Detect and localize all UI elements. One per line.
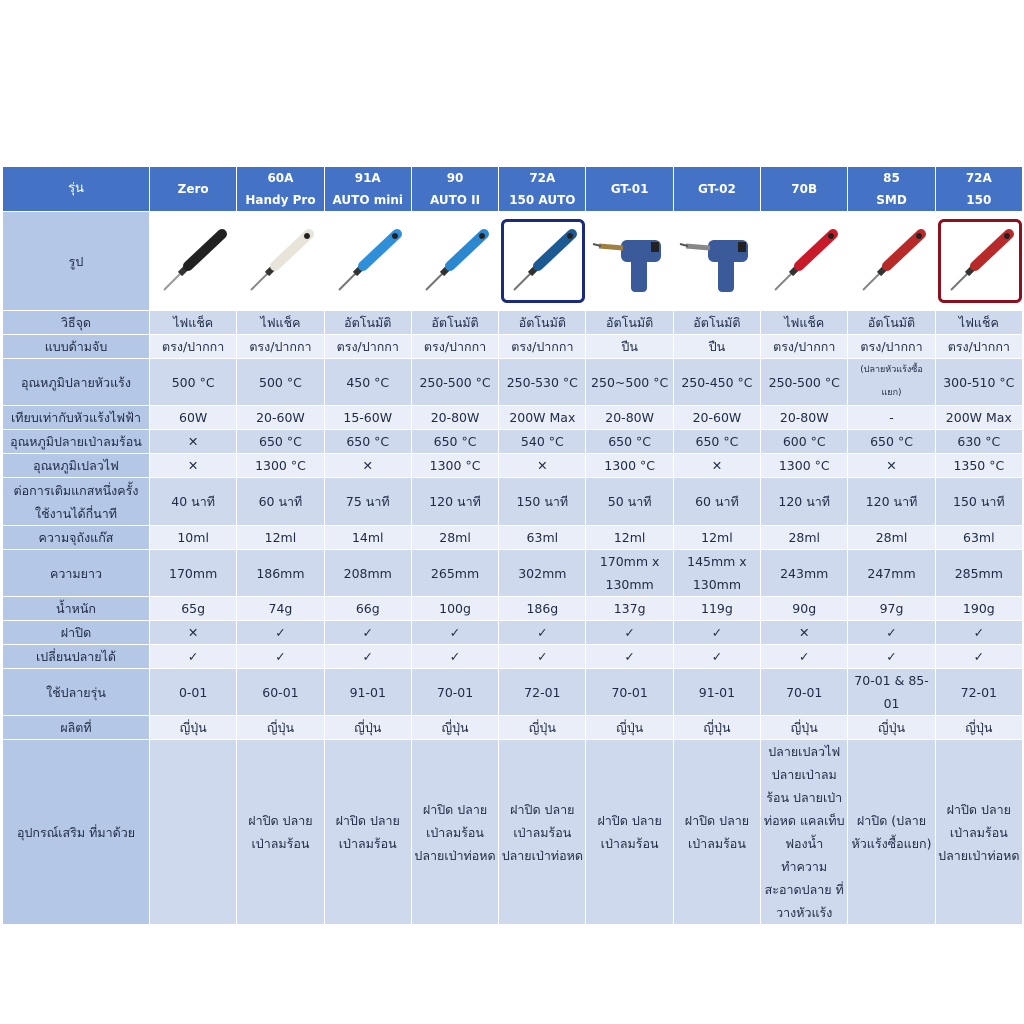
spec-value: 650 °C xyxy=(324,430,411,454)
spec-value: ไฟแช็ค xyxy=(237,311,324,335)
soldering-iron-icon xyxy=(416,222,494,300)
product-image-cell xyxy=(499,212,586,311)
spec-value: ฝาปิด (ปลายหัวแร้งซื้อแยก) xyxy=(848,740,935,925)
spec-value: 170mm xyxy=(150,550,237,597)
spec-value: 208mm xyxy=(324,550,411,597)
spec-value: ✓ xyxy=(935,645,1022,669)
spec-row xyxy=(3,669,1023,716)
spec-label: เทียบเท่ากับหัวแร้งไฟฟ้า xyxy=(3,406,150,430)
spec-value: 72-01 xyxy=(935,669,1022,716)
iron-body xyxy=(188,234,222,266)
spec-value: 72-01 xyxy=(499,669,586,716)
spec-value: ✓ xyxy=(761,645,848,669)
spec-row xyxy=(3,430,1023,454)
iron-tip xyxy=(251,272,269,290)
spec-value: ✓ xyxy=(324,645,411,669)
model-variant: AUTO mini xyxy=(332,193,403,207)
spec-value: ✓ xyxy=(499,621,586,645)
product-image xyxy=(853,222,931,300)
product-image xyxy=(591,222,669,300)
spec-value: ญี่ปุ่น xyxy=(586,716,673,740)
spec-value: 650 °C xyxy=(237,430,324,454)
model-header xyxy=(237,167,324,212)
iron-body xyxy=(450,234,484,266)
iron-cap xyxy=(304,233,310,239)
spec-value: 1300 °C xyxy=(237,454,324,478)
model-header xyxy=(761,167,848,212)
model-variant: Handy Pro xyxy=(245,193,316,207)
spec-label: ต่อการเติมแกสหนึ่งครั้ง ใช้งานได้กี่นาที xyxy=(3,478,150,526)
spec-label: อุณหภูมิเปลวไฟ xyxy=(3,454,150,478)
spec-value: ตรง/ปากกา xyxy=(935,335,1022,359)
spec-value: อัตโนมัติ xyxy=(673,311,760,335)
spec-value: ✓ xyxy=(848,621,935,645)
model-name: 72A xyxy=(965,171,992,185)
spec-value: 20-60W xyxy=(237,406,324,430)
spec-value: 600 °C xyxy=(761,430,848,454)
spec-value: 120 นาที xyxy=(761,478,848,526)
iron-tip xyxy=(863,272,881,290)
spec-value: อัตโนมัติ xyxy=(411,311,498,335)
spec-value: 200W Max xyxy=(499,406,586,430)
spec-value: 74g xyxy=(237,597,324,621)
spec-value: ✓ xyxy=(150,645,237,669)
model-name: GT-01 xyxy=(610,182,649,196)
spec-value: ปลายเปลวไฟ ปลายเป่าลมร้อน ปลายเป่าท่อหด แคลเท็บ ฟองน้ำทำความสะอาดปลาย ที่วางหัวแร้ง xyxy=(761,740,848,925)
iron-cap xyxy=(479,233,485,239)
product-image-cell xyxy=(324,212,411,311)
spec-value: 10ml xyxy=(150,526,237,550)
spec-value: 285mm xyxy=(935,550,1022,597)
spec-value: 91-01 xyxy=(324,669,411,716)
spec-value: ญี่ปุ่น xyxy=(673,716,760,740)
iron-body xyxy=(975,234,1009,266)
iron-tip xyxy=(951,272,969,290)
iron-tip xyxy=(339,272,357,290)
spec-value: 137g xyxy=(586,597,673,621)
spec-value: ✕ xyxy=(761,621,848,645)
iron-cap xyxy=(916,233,922,239)
spec-value: ปืน xyxy=(673,335,760,359)
model-header xyxy=(586,167,673,212)
spec-value: 250-450 °C xyxy=(673,359,760,406)
iron-tip xyxy=(775,272,793,290)
gun-nozzle xyxy=(599,246,623,248)
spec-value: 12ml xyxy=(237,526,324,550)
spec-value: 28ml xyxy=(848,526,935,550)
spec-label: อุณหภูมิปลายหัวแร้ง xyxy=(3,359,150,406)
soldering-iron-icon xyxy=(154,222,232,300)
spec-value: 70-01 xyxy=(411,669,498,716)
spec-label: เปลี่ยนปลายได้ xyxy=(3,645,150,669)
product-image-cell xyxy=(848,212,935,311)
spec-value: ฝาปิด ปลายเป่าลมร้อน ปลายเป่าท่อหด xyxy=(411,740,498,925)
spec-label: ใช้ปลายรุ่น xyxy=(3,669,150,716)
spec-value: ญี่ปุ่น xyxy=(761,716,848,740)
model-name: GT-02 xyxy=(698,182,736,196)
spec-value: 60-01 xyxy=(237,669,324,716)
spec-value: 60W xyxy=(150,406,237,430)
spec-value: 500 °C xyxy=(237,359,324,406)
product-image xyxy=(938,219,1022,303)
spec-value: 150 นาที xyxy=(935,478,1022,526)
spec-value: ญี่ปุ่น xyxy=(499,716,586,740)
spec-row xyxy=(3,740,1023,925)
spec-value: ไฟแช็ค xyxy=(150,311,237,335)
spec-value: 0-01 xyxy=(150,669,237,716)
spec-value: 265mm xyxy=(411,550,498,597)
spec-value: 190g xyxy=(935,597,1022,621)
product-image-cell xyxy=(586,212,673,311)
spec-value: ญี่ปุ่น xyxy=(150,716,237,740)
product-image-cell xyxy=(761,212,848,311)
spec-value: ญี่ปุ่น xyxy=(848,716,935,740)
spec-value xyxy=(150,740,237,925)
spec-value: 75 นาที xyxy=(324,478,411,526)
spec-value: ✓ xyxy=(586,645,673,669)
spec-row xyxy=(3,526,1023,550)
spec-value: 28ml xyxy=(411,526,498,550)
spec-value: ✕ xyxy=(150,454,237,478)
spec-value: 630 °C xyxy=(935,430,1022,454)
iron-cap xyxy=(217,233,223,239)
spec-value: ญี่ปุ่น xyxy=(324,716,411,740)
spec-value: 12ml xyxy=(673,526,760,550)
model-header xyxy=(324,167,411,212)
spec-value: 91-01 xyxy=(673,669,760,716)
spec-value: 120 นาที xyxy=(848,478,935,526)
spec-row xyxy=(3,454,1023,478)
spec-value: ✓ xyxy=(848,645,935,669)
spec-value: ✓ xyxy=(586,621,673,645)
model-variant: 150 AUTO xyxy=(509,193,576,207)
spec-value: 70-01 & 85-01 xyxy=(848,669,935,716)
spec-row xyxy=(3,359,1023,406)
spec-row xyxy=(3,716,1023,740)
spec-value: 1350 °C xyxy=(935,454,1022,478)
spec-value: 247mm xyxy=(848,550,935,597)
product-image xyxy=(501,219,585,303)
spec-value: 650 °C xyxy=(411,430,498,454)
model-variant: 150 xyxy=(966,193,992,207)
spec-value: 500 °C xyxy=(150,359,237,406)
model-header xyxy=(673,167,760,212)
spec-value: 540 °C xyxy=(499,430,586,454)
product-image-cell xyxy=(150,212,237,311)
spec-value: อัตโนมัติ xyxy=(848,311,935,335)
spec-row xyxy=(3,406,1023,430)
model-name: 91A xyxy=(354,171,381,185)
spec-value: 60 นาที xyxy=(237,478,324,526)
spec-value: 12ml xyxy=(586,526,673,550)
spec-value: ✓ xyxy=(237,645,324,669)
spec-value: ญี่ปุ่น xyxy=(935,716,1022,740)
product-image-cell xyxy=(237,212,324,311)
spec-label: ความยาว xyxy=(3,550,150,597)
spec-value: ✕ xyxy=(673,454,760,478)
spec-value: ตรง/ปากกา xyxy=(324,335,411,359)
header-row xyxy=(3,167,1023,212)
spec-label: อุณหภูมิปลายเป่าลมร้อน xyxy=(3,430,150,454)
spec-value: ✓ xyxy=(411,645,498,669)
spec-value: 65g xyxy=(150,597,237,621)
product-image xyxy=(154,222,232,300)
spec-value: 650 °C xyxy=(848,430,935,454)
spec-value: 40 นาที xyxy=(150,478,237,526)
model-header xyxy=(848,167,935,212)
spec-value: 200W Max xyxy=(935,406,1022,430)
picture-row xyxy=(3,212,1023,311)
spec-value: ไฟแช็ค xyxy=(935,311,1022,335)
gun-valve xyxy=(738,242,746,252)
spec-value: ฝาปิด ปลายเป่าลมร้อน ปลายเป่าท่อหด xyxy=(935,740,1022,925)
comparison-table xyxy=(2,166,1023,925)
product-image-cell xyxy=(673,212,760,311)
model-name: Zero xyxy=(177,182,209,196)
spec-value: 63ml xyxy=(499,526,586,550)
iron-tip xyxy=(514,272,532,290)
spec-label: ความจุถังแก๊ส xyxy=(3,526,150,550)
gun-valve xyxy=(651,242,659,252)
spec-value: 300-510 °C xyxy=(935,359,1022,406)
spec-value: อัตโนมัติ xyxy=(324,311,411,335)
spec-value: 250~500 °C xyxy=(586,359,673,406)
spec-value: 70-01 xyxy=(586,669,673,716)
gun-grip xyxy=(631,258,647,292)
spec-value: ญี่ปุ่น xyxy=(237,716,324,740)
spec-value: ✕ xyxy=(499,454,586,478)
spec-value: 145mm x 130mm xyxy=(673,550,760,597)
spec-value: 450 °C xyxy=(324,359,411,406)
soldering-iron-icon xyxy=(329,222,407,300)
soldering-iron-icon xyxy=(591,222,669,300)
iron-body xyxy=(538,234,572,266)
model-header xyxy=(411,167,498,212)
spec-value: ตรง/ปากกา xyxy=(411,335,498,359)
model-name: 85 xyxy=(883,171,900,185)
spec-value: ตรง/ปากกา xyxy=(237,335,324,359)
soldering-iron-icon xyxy=(765,222,843,300)
soldering-iron-icon xyxy=(504,222,582,300)
product-image xyxy=(329,222,407,300)
spec-value: 63ml xyxy=(935,526,1022,550)
spec-row xyxy=(3,597,1023,621)
soldering-iron-icon xyxy=(241,222,319,300)
spec-label: อุปกรณ์เสริม ที่มาด้วย xyxy=(3,740,150,925)
iron-cap xyxy=(567,233,573,239)
spec-value: 650 °C xyxy=(586,430,673,454)
iron-body xyxy=(275,234,309,266)
model-header xyxy=(499,167,586,212)
spec-value: 120 นาที xyxy=(411,478,498,526)
spec-value: 302mm xyxy=(499,550,586,597)
spec-value: 1300 °C xyxy=(761,454,848,478)
spec-value: 20-60W xyxy=(673,406,760,430)
spec-value: 170mm x 130mm xyxy=(586,550,673,597)
iron-tip xyxy=(426,272,444,290)
product-image-cell xyxy=(411,212,498,311)
spec-value: 14ml xyxy=(324,526,411,550)
spec-value: ✓ xyxy=(411,621,498,645)
spec-label: ฝาปิด xyxy=(3,621,150,645)
iron-body xyxy=(887,234,921,266)
spec-value: ฝาปิด ปลายเป่าลมร้อน xyxy=(586,740,673,925)
spec-value: 150 นาที xyxy=(499,478,586,526)
spec-value: 250-530 °C xyxy=(499,359,586,406)
product-image-cell xyxy=(935,212,1022,311)
spec-value: ไฟแช็ค xyxy=(761,311,848,335)
iron-body xyxy=(363,234,397,266)
iron-cap xyxy=(828,233,834,239)
spec-value: 20-80W xyxy=(586,406,673,430)
spec-value: ฝาปิด ปลายเป่าลมร้อน xyxy=(237,740,324,925)
spec-value: ตรง/ปากกา xyxy=(761,335,848,359)
spec-value: 186mm xyxy=(237,550,324,597)
iron-body xyxy=(799,234,833,266)
product-image xyxy=(765,222,843,300)
model-name: 60A xyxy=(267,171,294,185)
spec-value: ✓ xyxy=(673,645,760,669)
model-variant: SMD xyxy=(876,193,907,207)
spec-row xyxy=(3,550,1023,597)
spec-value: ตรง/ปากกา xyxy=(499,335,586,359)
gun-grip xyxy=(718,258,734,292)
spec-label: วิธีจุด xyxy=(3,311,150,335)
spec-value: ✕ xyxy=(848,454,935,478)
spec-value: อัตโนมัติ xyxy=(586,311,673,335)
spec-value: ญี่ปุ่น xyxy=(411,716,498,740)
spec-label: ผลิตที่ xyxy=(3,716,150,740)
spec-value: 250-500 °C xyxy=(761,359,848,406)
spec-row xyxy=(3,335,1023,359)
spec-value: 243mm xyxy=(761,550,848,597)
spec-value: ✕ xyxy=(324,454,411,478)
spec-value: ฝาปิด ปลายเป่าลมร้อน xyxy=(324,740,411,925)
product-image xyxy=(416,222,494,300)
spec-value: ตรง/ปากกา xyxy=(150,335,237,359)
picture-label: รูป xyxy=(3,212,150,311)
spec-value: - xyxy=(848,406,935,430)
spec-row xyxy=(3,478,1023,526)
iron-cap xyxy=(1004,233,1010,239)
spec-row xyxy=(3,621,1023,645)
iron-cap xyxy=(392,233,398,239)
iron-tip xyxy=(164,272,182,290)
product-image xyxy=(241,222,319,300)
spec-value: 70-01 xyxy=(761,669,848,716)
gun-nozzle xyxy=(686,246,710,248)
spec-value: 28ml xyxy=(761,526,848,550)
spec-value: ฝาปิด ปลายเป่าลมร้อน xyxy=(673,740,760,925)
spec-value: 50 นาที xyxy=(586,478,673,526)
spec-value: ตรง/ปากกา xyxy=(848,335,935,359)
soldering-iron-icon xyxy=(853,222,931,300)
spec-value: 97g xyxy=(848,597,935,621)
spec-value: ✓ xyxy=(935,621,1022,645)
spec-value: 1300 °C xyxy=(411,454,498,478)
spec-value: 650 °C xyxy=(673,430,760,454)
spec-value: ✓ xyxy=(324,621,411,645)
model-variant: AUTO II xyxy=(429,193,481,207)
spec-value: ✕ xyxy=(150,621,237,645)
header-label: รุ่น xyxy=(3,167,150,212)
spec-value: 20-80W xyxy=(761,406,848,430)
spec-value: ✓ xyxy=(673,621,760,645)
soldering-iron-icon xyxy=(941,222,1019,300)
spec-label: น้ำหนัก xyxy=(3,597,150,621)
spec-value: ฝาปิด ปลายเป่าลมร้อน ปลายเป่าท่อหด xyxy=(499,740,586,925)
model-header xyxy=(150,167,237,212)
spec-value: 66g xyxy=(324,597,411,621)
spec-value: 15-60W xyxy=(324,406,411,430)
spec-value: (ปลายหัวแร้งซื้อแยก) xyxy=(848,359,935,406)
soldering-iron-icon xyxy=(678,222,756,300)
spec-value: 186g xyxy=(499,597,586,621)
model-name: 70B xyxy=(791,182,818,196)
model-header xyxy=(935,167,1022,212)
spec-value: 250-500 °C xyxy=(411,359,498,406)
model-name: 72A xyxy=(529,171,556,185)
model-name: 90 xyxy=(446,171,464,185)
spec-value: 100g xyxy=(411,597,498,621)
spec-value: 90g xyxy=(761,597,848,621)
spec-value: 20-80W xyxy=(411,406,498,430)
spec-value: ✕ xyxy=(150,430,237,454)
spec-value: อัตโนมัติ xyxy=(499,311,586,335)
product-image xyxy=(678,222,756,300)
spec-value: ปืน xyxy=(586,335,673,359)
spec-value: 119g xyxy=(673,597,760,621)
spec-value: ✓ xyxy=(499,645,586,669)
spec-row xyxy=(3,645,1023,669)
spec-value: ✓ xyxy=(237,621,324,645)
spec-label: แบบด้ามจับ xyxy=(3,335,150,359)
spec-value: 60 นาที xyxy=(673,478,760,526)
spec-value: 1300 °C xyxy=(586,454,673,478)
spec-row xyxy=(3,311,1023,335)
